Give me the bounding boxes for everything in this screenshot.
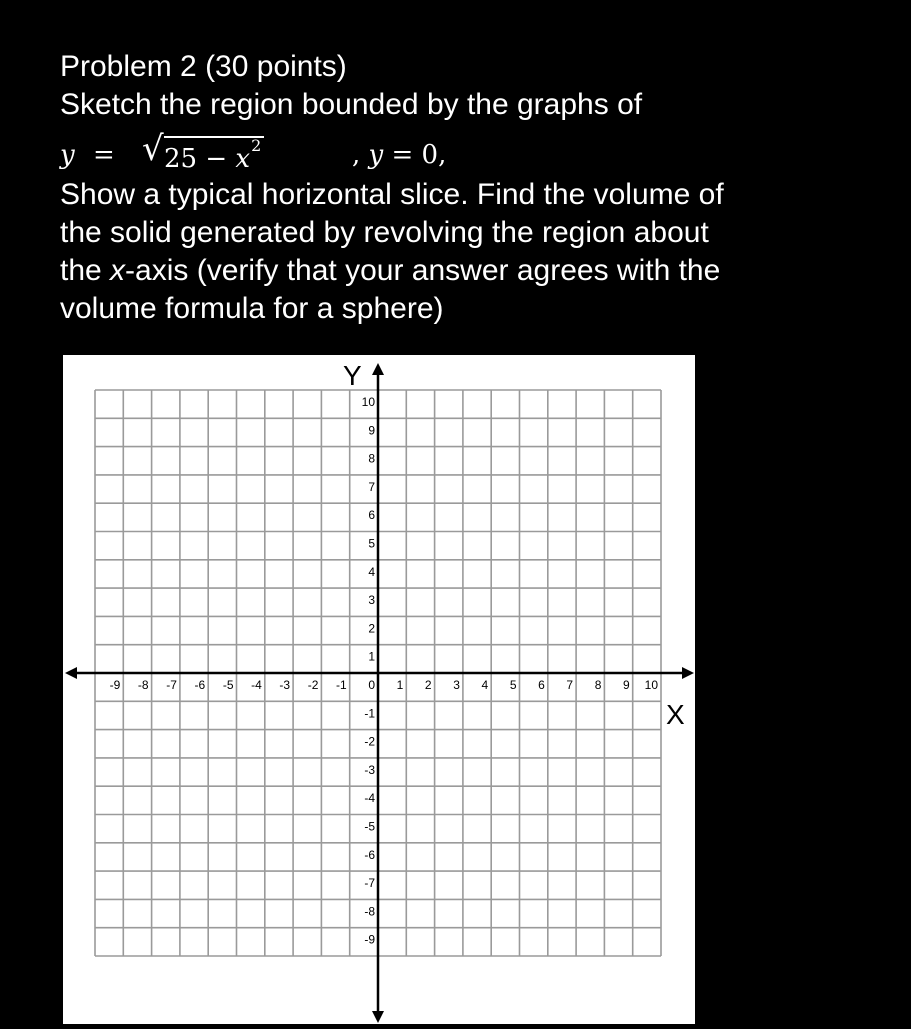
equation-radicand [164, 136, 264, 181]
x-tick-label: -2 [307, 678, 319, 692]
y-tick-label: 1 [368, 649, 375, 664]
x-tick-label: 10 [644, 678, 658, 692]
problem-statement [60, 48, 890, 328]
x-tick-label: -3 [279, 678, 291, 692]
problem-line-5: volume formula for a sphere) [60, 292, 444, 325]
x-tick-label: -8 [137, 678, 149, 692]
arrow-right-icon [682, 667, 694, 679]
y-axis-label: Y [343, 360, 362, 391]
line-4-prefix: the [60, 254, 111, 287]
arrow-left-icon [65, 667, 77, 679]
x-tick-label: 5 [509, 678, 517, 692]
radicand-exponent: 2 [251, 136, 262, 155]
equation-equals: = [93, 140, 115, 170]
radicand-variable: x [235, 144, 251, 174]
y-tick-label: -3 [364, 762, 375, 777]
x-tick-label: 9 [623, 678, 630, 692]
x-tick-label: -7 [166, 678, 177, 692]
origin-label: 0 [368, 678, 375, 692]
x-tick-label: 4 [481, 678, 489, 692]
graph-panel [63, 355, 695, 1024]
equation-second-rhs: = 0, [391, 140, 447, 170]
y-tick-label: -4 [364, 791, 375, 806]
x-tick-label: 8 [594, 678, 602, 692]
equation-lhs: y [60, 140, 75, 170]
y-tick-label: -9 [364, 932, 375, 947]
x-tick-label: 2 [424, 678, 432, 692]
y-tick-label: 5 [368, 536, 375, 551]
x-tick-label: 3 [453, 678, 460, 692]
x-tick-label: -1 [336, 678, 347, 692]
y-tick-label: 7 [368, 479, 375, 494]
x-axis-label: X [666, 699, 685, 730]
problem-title: Problem 2 (30 points) [60, 50, 347, 83]
x-tick-label: 1 [396, 678, 404, 692]
y-tick-label: 3 [368, 593, 375, 608]
y-tick-label: -1 [364, 706, 375, 721]
line-4-suffix: -axis (verify that your answer agrees with the [125, 254, 721, 287]
problem-line-4 [60, 252, 890, 290]
axes [65, 363, 694, 1023]
radical-sign-icon: √ [142, 129, 164, 169]
line-4-variable: x [110, 254, 126, 287]
x-tick-label: -4 [251, 678, 262, 692]
y-tick-label: -6 [364, 847, 375, 862]
problem-line-3: the solid generated by revolving the region about [60, 216, 709, 249]
y-tick-label: 4 [368, 564, 375, 579]
problem-line-1: Sketch the region bounded by the graphs of [60, 88, 643, 121]
equation-second [352, 136, 446, 174]
radicand-constant: 25 − [164, 144, 228, 174]
equation-second-var: y [368, 140, 384, 170]
y-tick-label: 8 [368, 451, 375, 466]
problem-line-2: Show a typical horizontal slice. Find the volume of [60, 178, 724, 211]
y-tick-label: -5 [364, 819, 375, 834]
x-tick-label: 6 [538, 678, 545, 692]
y-tick-label: -8 [364, 904, 375, 919]
equation-separator: , [352, 140, 361, 170]
y-tick-label: -2 [364, 734, 375, 749]
equation [60, 124, 890, 176]
arrow-down-icon [372, 1011, 384, 1023]
x-tick-label: -5 [222, 678, 234, 692]
coordinate-grid [63, 355, 695, 1024]
x-tick-label: -6 [194, 678, 206, 692]
y-tick-label: 9 [368, 423, 375, 438]
y-tick-label: 6 [368, 508, 375, 523]
x-tick-label: 7 [566, 678, 574, 692]
arrow-up-icon [372, 363, 384, 375]
x-tick-label: -9 [109, 678, 121, 692]
y-tick-label: -7 [364, 876, 375, 891]
y-tick-label: 10 [361, 395, 375, 409]
y-tick-label: 2 [368, 621, 375, 636]
